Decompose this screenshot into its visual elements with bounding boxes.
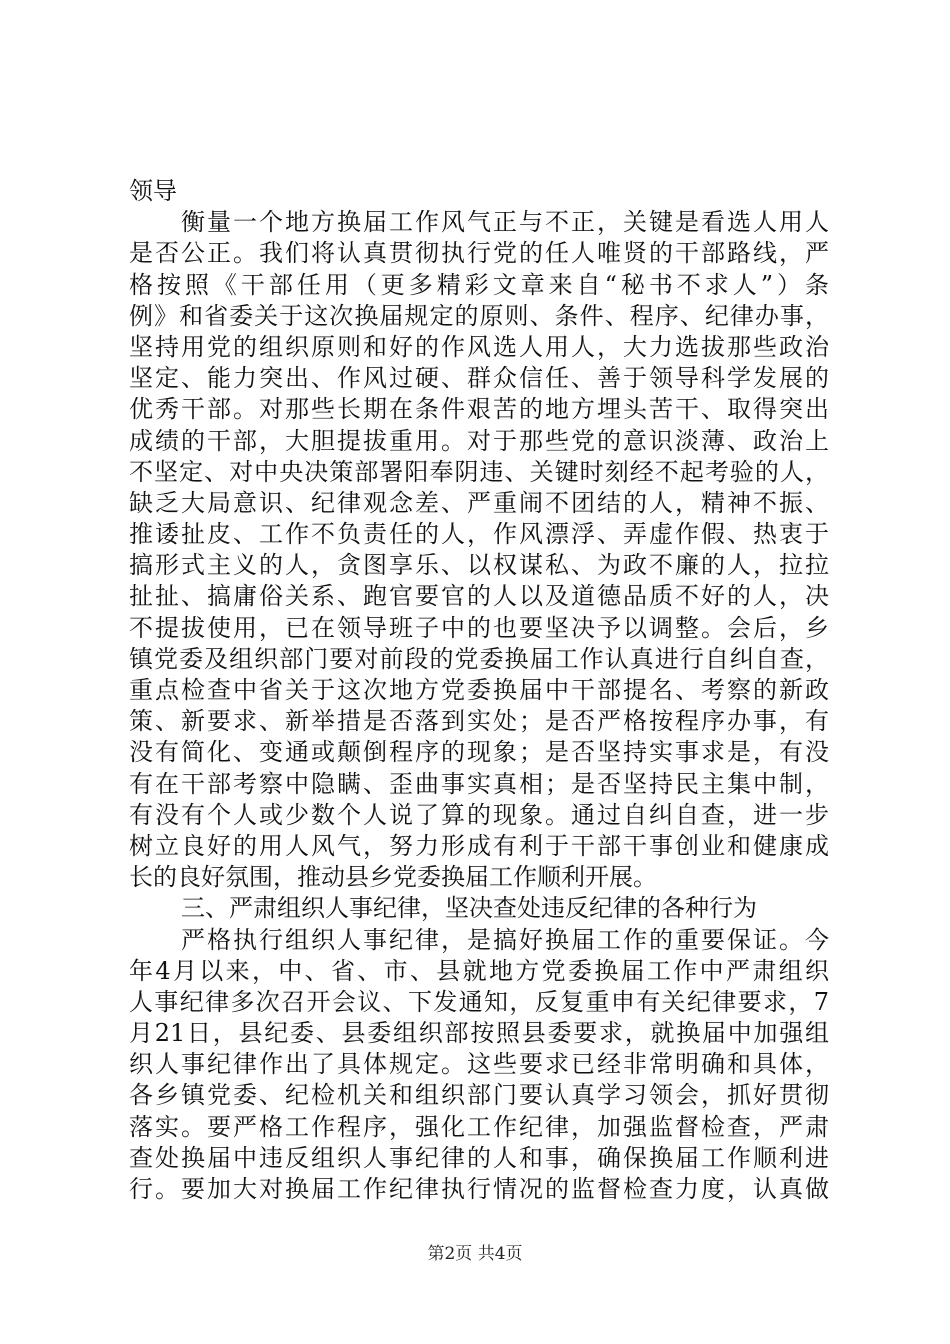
text-line: 长的良好氛围，推动县乡党委换届工作顺利开展。 <box>129 863 657 892</box>
text-line: 各乡镇党委、纪检机关和组织部门要认真学习领会，抓好贯彻 <box>129 1081 829 1110</box>
text-line: 有在干部考察中隐瞒、歪曲事实真相；是否坚持民主集中制， <box>129 769 829 798</box>
text-line: 镇党委及组织部门要对前段的党委换届工作认真进行自纠自查， <box>129 644 829 673</box>
text-line: 织人事纪律作出了具体规定。这些要求已经非常明确和具体， <box>129 1050 829 1079</box>
text-line: 重点检查中省关于这次地方党委换届中干部提名、考察的新政 <box>129 676 829 704</box>
text-line: 行。要加大对换届工作纪律执行情况的监督检查力度，认真做 <box>129 1175 829 1203</box>
paragraph-start-line: 衡量一个地方换届工作风气正与不正，关键是看选人用人 <box>181 208 829 237</box>
text-line: 搞形式主义的人，贪图享乐、以权谋私、为政不廉的人，拉拉 <box>129 551 829 580</box>
text-line: 例》和省委关于这次换届规定的原则、条件、程序、纪律办事， <box>129 301 829 330</box>
text-line: 缺乏大局意识、纪律观念差、严重闹不团结的人，精神不振、 <box>129 488 829 517</box>
text-line: 坚定、能力突出、作风过硬、群众信任、善于领导科学发展的 <box>129 364 829 393</box>
text-line: 查处换届中违反组织人事纪律的人和事，确保换届工作顺利进 <box>129 1143 829 1172</box>
text-line: 坚持用党的组织原则和好的作风选人用人，大力选拔那些政治 <box>129 332 829 361</box>
document-body <box>129 176 829 1205</box>
text-line: 树立良好的用人风气，努力形成有利于干部干事创业和健康成 <box>129 831 829 860</box>
text-line: 年4月以来，中、省、市、县就地方党委换届工作中严肃组织 <box>129 956 829 985</box>
text-line: 策、新要求、新举措是否落到实处；是否严格按程序办事，有 <box>129 707 829 736</box>
text-line: 有没有个人或少数个人说了算的现象。通过自纠自查，进一步 <box>129 800 829 829</box>
paragraph-start-line: 严格执行组织人事纪律，是搞好换届工作的重要保证。今 <box>181 925 829 954</box>
text-line: 不提拔使用，已在领导班子中的也要坚决予以调整。会后，乡 <box>129 613 829 642</box>
text-line: 领导 <box>129 177 177 205</box>
text-line: 是否公正。我们将认真贯彻执行党的任人唯贤的干部路线，严 <box>129 239 829 268</box>
text-line: 没有简化、变通或颠倒程序的现象；是否坚持实事求是，有没 <box>129 738 829 767</box>
text-line: 月21日，县纪委、县委组织部按照县委要求，就换届中加强组 <box>129 1019 829 1048</box>
section-heading: 三、严肃组织人事纪律，坚决查处违反纪律的各种行为 <box>181 894 757 923</box>
text-line: 推诿扯皮、工作不负责任的人，作风漂浮、弄虚作假、热衷于 <box>129 520 829 549</box>
page-footer: 第2页 共4页 <box>427 1244 523 1264</box>
text-line: 人事纪律多次召开会议、下发通知，反复重申有关纪律要求，7 <box>129 987 829 1016</box>
text-line: 优秀干部。对那些长期在条件艰苦的地方埋头苦干、取得突出 <box>129 395 829 424</box>
text-line: 成绩的干部，大胆提拔重用。对于那些党的意识淡薄、政治上 <box>129 426 829 455</box>
text-line: 不坚定、对中央决策部署阳奉阴违、关键时刻经不起考验的人， <box>129 457 829 486</box>
text-line: 扯扯、搞庸俗关系、跑官要官的人以及道德品质不好的人，决 <box>129 582 829 611</box>
text-line: 落实。要严格工作程序，强化工作纪律，加强监督检查，严肃 <box>129 1112 829 1141</box>
text-line: 格按照《干部任用（更多精彩文章来自“秘书不求人”）条 <box>129 270 829 299</box>
